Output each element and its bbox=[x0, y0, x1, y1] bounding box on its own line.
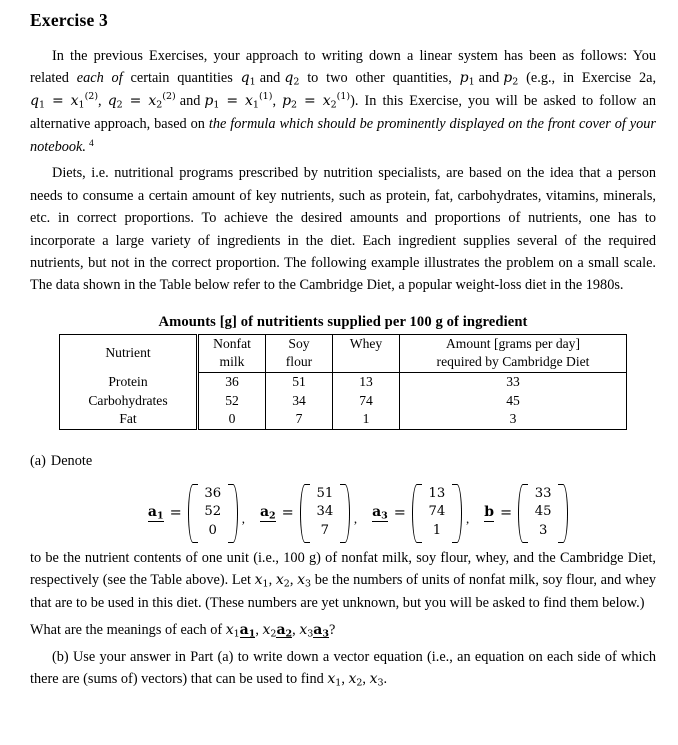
math-x2-b: $x_2$ bbox=[348, 671, 363, 689]
vector-separator: , bbox=[241, 510, 245, 526]
vector-component: 34 bbox=[316, 504, 334, 520]
vector-a1-column bbox=[188, 484, 238, 541]
intro-text-1: In the previous Exercises, your approach to writing down a linear system has been as follows: You related bbox=[30, 48, 656, 87]
part-a-line bbox=[30, 450, 656, 472]
equals-sign: = bbox=[393, 504, 406, 521]
cell-required: 33 bbox=[506, 374, 520, 390]
vector-component: 51 bbox=[316, 486, 334, 502]
after-vectors-text-2: be the numbers of units of nonfat milk, soy flour, and whey that are to be used in this diet. (These numbers are yet unknown, but you will be asked to find them below.) bbox=[30, 572, 656, 612]
table-row bbox=[60, 373, 627, 392]
math-x1-b: $x_1$ bbox=[327, 671, 342, 689]
math-x1a1: $x_1a_1$ bbox=[225, 621, 256, 640]
math-eq-q2: $q_2 = x_2^{(2)}$ bbox=[107, 91, 176, 112]
vector-component: 1 bbox=[432, 522, 442, 538]
footnote-marker: 4 bbox=[88, 138, 94, 149]
intro-text-2: certain quantities bbox=[122, 70, 241, 87]
table-header-row-1 bbox=[60, 334, 627, 353]
vector-b bbox=[484, 484, 568, 541]
cell-whey: 13 bbox=[333, 373, 400, 392]
math-x3-b: $x_3$ bbox=[369, 671, 384, 689]
vector-a2-label: $a_2$ bbox=[259, 503, 276, 522]
nutrient-table bbox=[59, 334, 627, 430]
cell-nonfat-milk: 52 bbox=[198, 392, 266, 411]
header-soy-flour-1: Soy bbox=[266, 334, 333, 353]
vector-a3 bbox=[372, 484, 472, 541]
vector-definitions-row bbox=[30, 484, 656, 541]
table-row bbox=[60, 410, 627, 429]
part-b-period: . bbox=[383, 671, 388, 688]
equals-sign: = bbox=[169, 504, 182, 521]
math-eq-q1: $q_1 = x_1^{(2)}$ bbox=[30, 91, 99, 112]
header-nonfat-milk-2: milk bbox=[198, 353, 266, 372]
vector-component: 36 bbox=[204, 486, 222, 502]
math-p2: $p_2$ bbox=[503, 70, 519, 89]
question-mark: ? bbox=[328, 621, 336, 638]
header-whey-2 bbox=[333, 353, 400, 372]
vector-separator: , bbox=[353, 510, 358, 526]
vector-component: 13 bbox=[428, 486, 446, 502]
math-x3: $x_3$ bbox=[297, 572, 312, 590]
vector-component: 74 bbox=[428, 504, 446, 520]
intro-italic-formula: the formula which should be prominently displayed on the front cover of your notebook. bbox=[30, 116, 656, 155]
vector-a2-column bbox=[300, 484, 350, 541]
part-b-text-1: Use your answer in Part (a) to write down a vector equation (i.e., an equation on each side of which there are (sums of) vectors) that can be used to find bbox=[30, 648, 656, 688]
cell-soy-flour: 51 bbox=[266, 373, 333, 392]
header-soy-flour-2: flour bbox=[266, 353, 333, 372]
nutrient-table-block bbox=[30, 314, 656, 430]
page-title: Exercise 3 bbox=[30, 10, 108, 30]
vector-component: 7 bbox=[320, 522, 330, 538]
vector-b-column bbox=[518, 484, 568, 541]
cell-nutrient: Fat bbox=[60, 410, 198, 429]
math-x3a3: $x_3a_3$ bbox=[299, 621, 329, 640]
cell-soy-flour: 7 bbox=[266, 410, 333, 429]
vector-b-label: b bbox=[484, 505, 494, 522]
vector-separator: , bbox=[465, 510, 470, 526]
paragraph-after-vectors: to be the nutrient contents of one unit (i.e., 100 g) of nonfat milk, soy flour, whey, and the Cambridge Diet, respectively (see the Table above). Let $x_1$, $x_2$, $x_3$ be the numbers of units of nonfat milk, soy flour, and whey that are to be used in this diet. (These numbers are yet unknown, but you will be asked to find them below.) bbox=[30, 549, 656, 612]
cell-nonfat-milk: 0 bbox=[198, 410, 266, 429]
intro-and-3: and bbox=[179, 93, 201, 110]
cell-nutrient: Protein bbox=[60, 373, 198, 392]
header-whey-1: Whey bbox=[333, 334, 400, 353]
math-eq-p1: $p_1 = x_1^{(1)}$ bbox=[204, 91, 273, 112]
intro-text-3: to two other quantities, bbox=[299, 70, 460, 87]
vector-a2 bbox=[260, 484, 360, 541]
vector-a1-label: $a_1$ bbox=[147, 503, 164, 522]
intro-and-2: and bbox=[478, 70, 500, 87]
part-b-line: (b) Use your answer in Part (a) to write down a vector equation (i.e., an equation on each side of which there are (sums of) vectors) that can be used to find $x_1$, $x_2$, $x_3$. bbox=[30, 648, 656, 689]
math-q1: $q_1$ bbox=[240, 70, 256, 89]
part-a-text: Denote bbox=[50, 452, 93, 469]
question-text: What are the meanings of each of bbox=[30, 621, 226, 638]
header-nonfat-milk-1: Nonfat bbox=[198, 334, 266, 353]
vector-a3-label: $a_3$ bbox=[372, 503, 388, 522]
vector-component: 52 bbox=[204, 504, 222, 520]
cell-nonfat-milk: 36 bbox=[198, 373, 266, 392]
part-a-label: (a) bbox=[30, 452, 46, 469]
equals-sign: = bbox=[499, 504, 513, 521]
cell-whey: 74 bbox=[333, 392, 400, 411]
equals-sign: = bbox=[281, 504, 294, 521]
math-x1: $x_1$ bbox=[254, 572, 269, 590]
math-eq-p2: $p_2 = x_2^{(1)}$ bbox=[282, 91, 351, 112]
cell-whey: 1 bbox=[333, 410, 400, 429]
intro-italic-each-of: each of bbox=[76, 70, 123, 87]
cell-soy-flour: 34 bbox=[266, 392, 333, 411]
header-required-2: required by Cambridge Diet bbox=[400, 353, 627, 372]
intro-text-5: ). In this Exercise, you will be asked to follow an alternative approach, based on bbox=[30, 93, 657, 133]
vector-a1 bbox=[148, 484, 248, 541]
after-vectors-text-1: to be the nutrient contents of one unit (i.e., 100 g) of nonfat milk, soy flour, whey, and the Cambridge Diet, respectively (see the Table above). Let bbox=[30, 549, 656, 589]
paragraph-question-meanings: What are the meanings of each of $x_1a_1$, $x_2a_2$, $x_3a_3$? bbox=[30, 621, 336, 640]
intro-and-1: and bbox=[259, 70, 281, 87]
math-x2: $x_2$ bbox=[275, 572, 290, 590]
header-nutrient: Nutrient bbox=[60, 334, 198, 372]
vector-component: 33 bbox=[534, 486, 552, 502]
math-q2: $q_2$ bbox=[284, 70, 300, 89]
math-x2a2: $x_2a_2$ bbox=[262, 621, 293, 640]
vector-component: 3 bbox=[538, 522, 548, 538]
vector-component: 45 bbox=[534, 504, 552, 520]
header-required-1: Amount [grams per day] bbox=[445, 335, 580, 351]
cell-required: 45 bbox=[506, 392, 520, 408]
table-caption: Amounts [g] of nutritients supplied per 100 g of ingredient bbox=[158, 313, 528, 330]
vector-component: 0 bbox=[208, 522, 217, 538]
table-row bbox=[60, 392, 627, 411]
paragraph-diets: Diets, i.e. nutritional programs prescribed by nutrition specialists, are based on the idea that a person needs to consume a certain amount of key nutrients, such as protein, fat, carbohydrates, vitamins, minerals, etc. in correct proportions. To achieve the desired amounts and proportions of nutrients, one has to incorporate a large variety of ingredients in the diet. Each ingredient supplies several of the required nutrients, but not in the correct proportion. The following example illustrates the problem on a small scale. The data shown in the Table below refer to the Cambridge Diet, a popular weight-loss diet in the 1980s. bbox=[30, 165, 656, 294]
paragraph-intro: In the previous Exercises, your approach to writing down a linear system has been as follows: You related each of certain quantities $q_1$ and $q_2$ to two other quantities, $p_1$ and $p_2$ (e.g., in Exercise 2a, $q_1 = x_1^{(2)}$, $q_2 = x_2^{(2)}$ and $p_1 = x_1^{(1)}$, $p_2 = x_2^{(1)}$). In this Exercise, you will be asked to follow an alternative approach, based on the formula which should be prominently displayed on the front cover of your notebook. $^4$ bbox=[30, 48, 657, 155]
cell-required: 3 bbox=[509, 411, 517, 427]
intro-text-4: (e.g., in Exercise 2a, bbox=[518, 70, 657, 87]
part-b-label: (b) bbox=[52, 648, 69, 665]
vector-a3-column bbox=[412, 484, 462, 541]
math-p1: $p_1$ bbox=[459, 70, 475, 89]
cell-nutrient: Carbohydrates bbox=[60, 392, 198, 411]
